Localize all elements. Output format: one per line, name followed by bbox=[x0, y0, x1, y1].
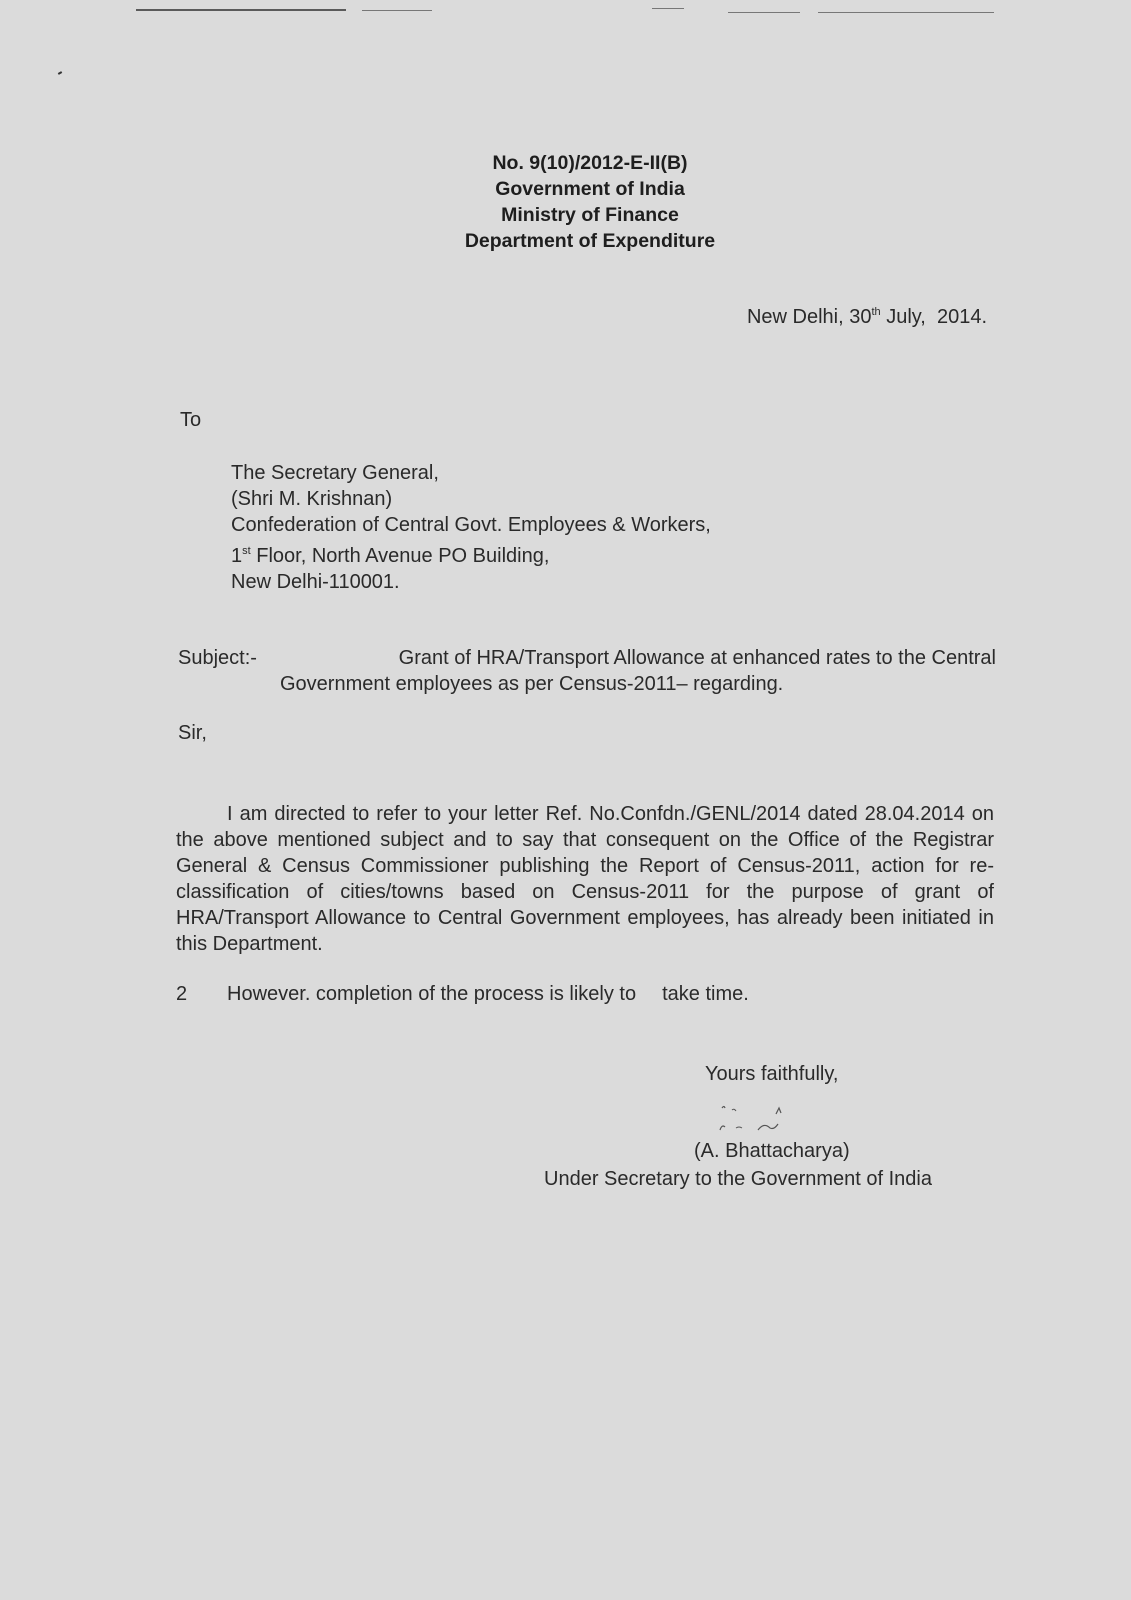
subject-line-1: Grant of HRA/Transport Allowance at enhanced rates to the Central bbox=[398, 647, 996, 669]
scan-artifact-line bbox=[818, 12, 994, 13]
department-name: Department of Expenditure bbox=[464, 230, 716, 252]
subject-line-2: Government employees as per Census-2011– regarding. bbox=[280, 673, 784, 695]
signatory-name: (A. Bhattacharya) bbox=[694, 1140, 850, 1162]
signatory-title: Under Secretary to the Government of India bbox=[544, 1168, 932, 1190]
reference-number: No. 9(10)/2012-E-II(B) bbox=[492, 152, 688, 174]
handwritten-signature-mark bbox=[718, 1100, 808, 1136]
floor-suffix: st bbox=[242, 545, 251, 557]
scan-artifact-line bbox=[728, 12, 800, 13]
letter-date bbox=[747, 306, 987, 329]
addressee-name: (Shri M. Krishnan) bbox=[231, 488, 393, 510]
body-paragraph-1: I am directed to refer to your letter Ref. No.Confdn./GENL/2014 dated 28.04.2014 on the above mentioned subject and to say that consequent on the Office of the Registrar General & Census Commissioner publishing the Report of Census-2011, action for re-classification of cities/towns based on Census-2011 for the purpose of grant of HRA/Transport Allowance to Central Government employees, has already been initiated in this Department. bbox=[176, 803, 994, 955]
ministry-name: Ministry of Finance bbox=[501, 204, 679, 226]
to-label: To bbox=[180, 409, 202, 431]
addressee-title: The Secretary General, bbox=[231, 462, 439, 484]
date-month-year: July, 2014. bbox=[880, 306, 987, 328]
addressee-organization: Confederation of Central Govt. Employees & Workers, bbox=[231, 514, 711, 536]
scan-artifact-line bbox=[652, 8, 684, 9]
body-paragraph-2 bbox=[176, 983, 749, 1006]
paragraph-2-text-part-2: take time. bbox=[662, 983, 749, 1005]
scan-artifact-line bbox=[362, 10, 432, 11]
address-line-text: Floor, North Avenue PO Building, bbox=[250, 545, 550, 567]
date-place-day: New Delhi, 30 bbox=[746, 306, 872, 328]
addressee-city: New Delhi-110001. bbox=[231, 571, 400, 593]
paragraph-2-text-part-1: However. completion of the process is likely to bbox=[227, 983, 637, 1005]
letter-header bbox=[0, 150, 1131, 254]
date-day-suffix: th bbox=[871, 306, 881, 318]
addressee-address-line bbox=[231, 538, 711, 569]
addressee-block bbox=[231, 460, 711, 595]
scan-artifact-line bbox=[136, 9, 346, 11]
government-name: Government of India bbox=[495, 178, 685, 200]
subject-label: Subject:- bbox=[178, 647, 257, 669]
closing-phrase: Yours faithfully, bbox=[705, 1063, 839, 1085]
scan-speck bbox=[58, 71, 62, 75]
subject-block bbox=[178, 645, 996, 697]
salutation: Sir, bbox=[178, 722, 207, 744]
paragraph-number: 2 bbox=[176, 983, 188, 1005]
floor-number: 1 bbox=[231, 545, 243, 567]
